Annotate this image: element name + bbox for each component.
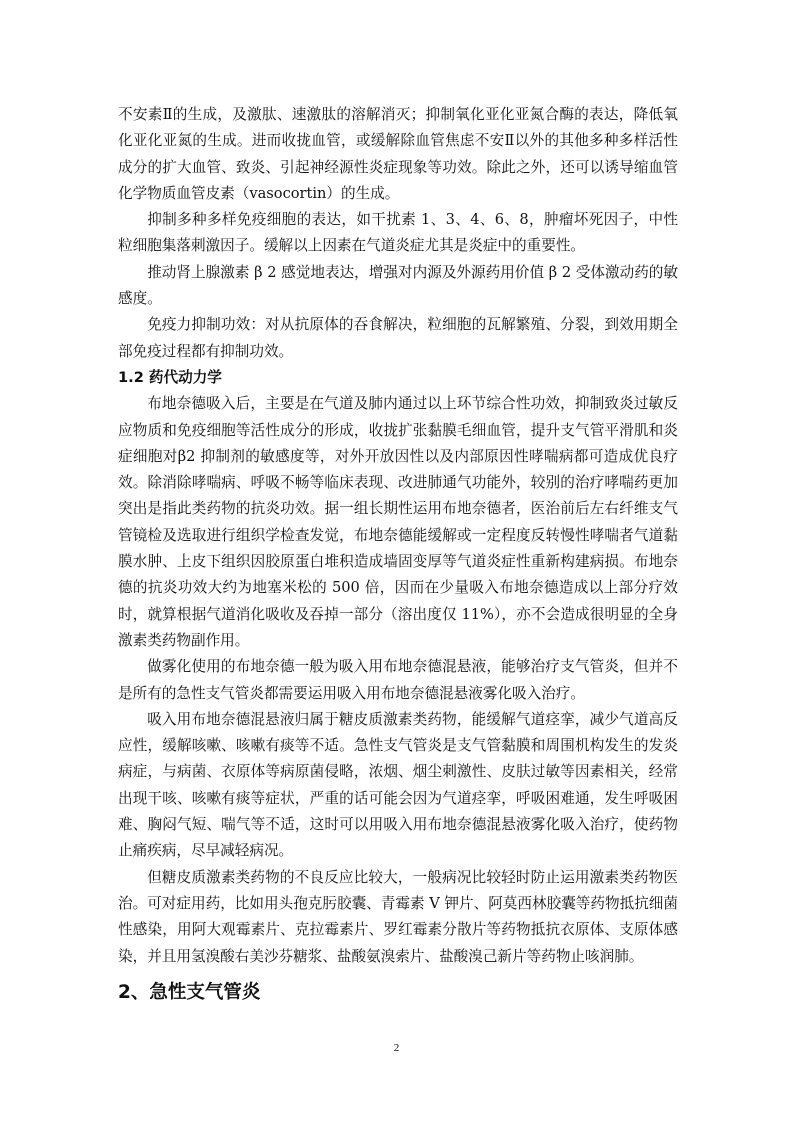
paragraph-3: 推动肾上腺激素 β 2 感觉地表达，增强对内源及外源药用价值 β 2 受体激动药的敏感度。 — [118, 263, 678, 308]
document-page — [118, 102, 678, 1010]
paragraph-1: 不安素Ⅱ的生成，及激肽、速激肽的溶解消灭；抑制氧化亚化亚氮合酶的表达，降低氧化亚化亚氮的生成。进而收拢血管，或缓解除血管焦虑不安Ⅱ以外的其他多种多样活性成分的扩大血管、致炎、引起神经源性炎症现象等功效。除此之外，还可以诱导缩血管化学物质血管皮素（vasocortin）的生成。 — [118, 106, 678, 202]
subheading-pharmacokinetics: 1.2 药代动力学 — [118, 368, 222, 386]
paragraph-4: 免疫力抑制功效：对从抗原体的吞食解决，粒细胞的瓦解繁殖、分裂，到效用期全部免疫过程都有抑制功效。 — [118, 316, 678, 360]
paragraph-7: 吸入用布地奈德混悬液归属于糖皮质激素类药物，能缓解气道痉挛，减少气道高反应性，缓解咳嗽、咳嗽有痰等不适。急性支气管炎是支气管黏膜和周围机构发生的发炎病症，与病菌、衣原体等病原菌侵略，浓烟、烟尘刺激性、皮肤过敏等因素相关，经常出现干咳、咳嗽有痰等症状，严重的话可能会因为气道痉挛，呼吸困难通，发生呼吸困难、胸闷气短、喘气等不适，这时可以用吸入用布地奈德混悬液雾化吸入治疗，使药物止痛疾病，尽早减轻病况。 — [118, 710, 678, 860]
paragraph-8: 但糖皮质激素类药物的不良反应比较大，一般病况比较轻时防止运用激素类药物医治。可对症用药，比如用头孢克肟胶囊、青霉素 V 钾片、阿莫西林胶囊等药物抵抗细菌性感染，用阿大观霉素片、克拉霉素片、罗红霉素分散片等药物抵抗衣原体、支原体感染，并且用氢溴酸右美沙芬糖浆、盐酸氨溴索片、盐酸溴己新片等药物止咳润肺。 — [118, 868, 678, 965]
paragraph-2: 抑制多种多样免疫细胞的表达，如干扰素 1、3、4、6、8，肿瘤坏死因子，中性粒细胞集落刺激因子。缓解以上因素在气道炎症尤其是炎症中的重要性。 — [118, 211, 678, 255]
paragraph-6: 做雾化使用的布地奈德一般为吸入用布地奈德混悬液，能够治疗支气管炎，但并不是所有的急性支气管炎都需要运用吸入用布地奈德混悬液雾化吸入治疗。 — [118, 658, 678, 702]
page-number: 2 — [393, 1042, 400, 1054]
paragraph-5: 布地奈德吸入后，主要是在气道及肺内通过以上环节综合性功效，抑制致炎过敏反应物质和免疫细胞等活性成分的形成，收拢扩张黏膜毛细血管，提升支气管平滑肌和炎症细胞对β2 抑制剂的敏感度等，对外开放因性以及内部原因性哮喘病都可造成优良疗效。除消除哮喘病、呼吸不畅等临床表现、改进肺通气功能外，较别的治疗哮喘药更加突出是指此类药物的抗炎功效。据一组长期性运用布地奈德者，医治前后左右纤维支气管镜检及选取进行组织学检查发觉，布地奈德能缓解或一定程度反转慢性哮喘者气道黏膜水肿、上皮下组织因胶原蛋白堆积造成墙固变厚等气道炎症性重新构建病损。布地奈德的抗炎功效大约为地塞米松的 500 倍，因而在少量吸入布地奈德造成以上部分疗效时，就算根据气道消化吸收及吞掉一部分（溶出度仅 11%），亦不会造成很明显的全身激素类药物副作用。 — [118, 395, 678, 649]
section-heading: 2、急性支气管炎 — [118, 981, 261, 1003]
